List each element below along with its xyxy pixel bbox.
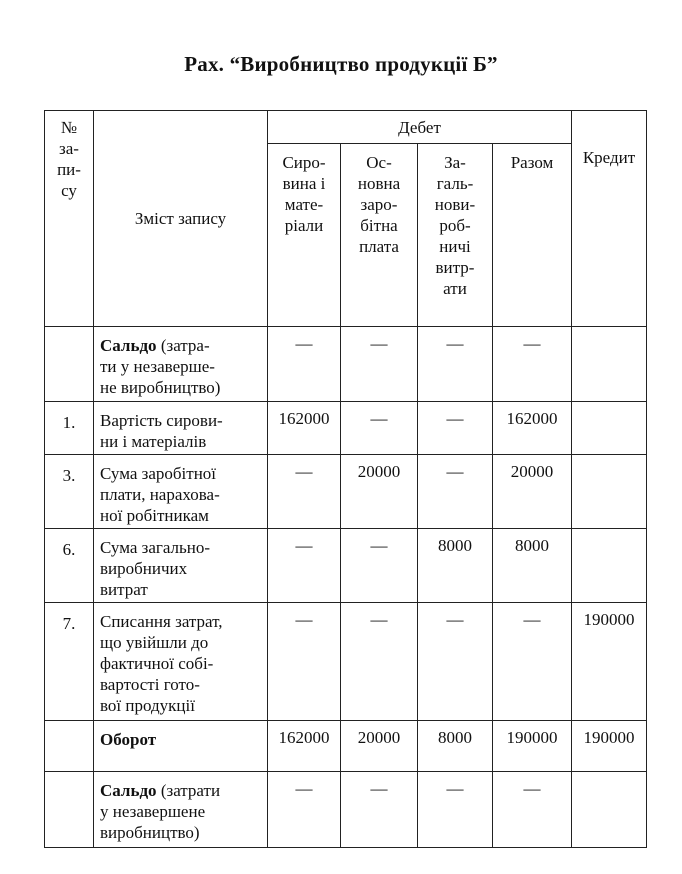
entry-content-line: плати, нарахова-	[100, 485, 220, 504]
overhead-cell: —	[418, 327, 493, 402]
ledger-table	[44, 110, 647, 848]
table-row	[45, 603, 647, 721]
table-row	[45, 402, 647, 455]
raw-cell: 162000	[268, 402, 341, 455]
entry-content-cell	[94, 327, 268, 402]
wages-cell: —	[341, 327, 418, 402]
total-cell: 190000	[493, 721, 572, 772]
credit-cell: 190000	[572, 603, 647, 721]
overhead-cell: 8000	[418, 529, 493, 603]
entry-content-line: виробничих	[100, 559, 188, 578]
header-raw-materials: Сиро- вина і мате- ріали	[268, 144, 341, 327]
wages-cell: 20000	[341, 455, 418, 529]
entry-no-cell	[45, 721, 94, 772]
raw-cell: —	[268, 327, 341, 402]
wages-cell: —	[341, 402, 418, 455]
overhead-cell: —	[418, 402, 493, 455]
wages-cell: —	[341, 529, 418, 603]
entry-content-line: у незавершене	[100, 802, 206, 821]
entry-content-line: не виробництво)	[100, 378, 221, 397]
wages-cell: —	[341, 772, 418, 848]
entry-content-line: вартості гото-	[100, 675, 200, 694]
entry-content-cell	[94, 603, 268, 721]
total-cell: 20000	[493, 455, 572, 529]
raw-cell: —	[268, 603, 341, 721]
total-cell: —	[493, 772, 572, 848]
entry-content-line: витрат	[100, 580, 148, 599]
entry-no-cell: 6.	[45, 529, 94, 603]
document-title: Рах. “Виробництво продукції Б”	[184, 52, 498, 76]
overhead-cell: —	[418, 772, 493, 848]
overhead-cell: —	[418, 603, 493, 721]
entry-no-cell: 1.	[45, 402, 94, 455]
header-entry-no: № за- пи- су	[45, 111, 94, 327]
entry-content-bold: Сальдо	[100, 336, 157, 355]
raw-cell: 162000	[268, 721, 341, 772]
credit-cell	[572, 455, 647, 529]
header-basic-wages: Ос- новна заро- бітна плата	[341, 144, 418, 327]
header-entry-content: Зміст запису	[94, 111, 268, 327]
entry-content-line: ни і матеріалів	[100, 432, 207, 451]
entry-content-line: Вартість сирови-	[100, 411, 223, 430]
entry-content-line: що увійшли до	[100, 633, 209, 652]
overhead-cell: 8000	[418, 721, 493, 772]
entry-content-line: виробництво)	[100, 823, 200, 842]
credit-cell	[572, 772, 647, 848]
raw-cell: —	[268, 772, 341, 848]
entry-no-cell: 7.	[45, 603, 94, 721]
table-row	[45, 455, 647, 529]
entry-content-line: Списання затрат,	[100, 612, 223, 631]
entry-content-line	[100, 335, 263, 356]
table-row	[45, 529, 647, 603]
overhead-cell: —	[418, 455, 493, 529]
table-row	[45, 772, 647, 848]
entry-content-line: ної робітникам	[100, 506, 209, 525]
entry-content-cell	[94, 402, 268, 455]
entry-content-line	[100, 729, 263, 750]
wages-cell: —	[341, 603, 418, 721]
raw-cell: —	[268, 529, 341, 603]
entry-content-cell	[94, 529, 268, 603]
total-cell: —	[493, 327, 572, 402]
entry-content-line: Сума заробітної	[100, 464, 217, 483]
credit-cell	[572, 529, 647, 603]
entry-content-bold: Оборот	[100, 730, 157, 749]
entry-content-bold: Сальдо	[100, 781, 157, 800]
wages-cell: 20000	[341, 721, 418, 772]
total-cell: —	[493, 603, 572, 721]
credit-cell: 190000	[572, 721, 647, 772]
entry-content-rest: (затрати	[156, 781, 221, 800]
header-debet: Дебет	[268, 111, 572, 144]
entry-content-rest: (затра-	[156, 336, 210, 355]
entry-content-line: вої продукції	[100, 696, 195, 715]
total-cell: 8000	[493, 529, 572, 603]
entry-content-cell	[94, 772, 268, 848]
entry-content-cell	[94, 721, 268, 772]
entry-content-line: Сума загально-	[100, 538, 211, 557]
entry-content-line	[100, 780, 263, 801]
entry-content-cell	[94, 455, 268, 529]
entry-content-line: фактичної собі-	[100, 654, 214, 673]
header-overhead: За- галь- нови- роб- ничі витр- ати	[418, 144, 493, 327]
entry-no-cell	[45, 327, 94, 402]
entry-content-line: ти у незаверше-	[100, 357, 215, 376]
table-row	[45, 327, 647, 402]
credit-cell	[572, 327, 647, 402]
header-credit: Кредит	[572, 111, 647, 327]
table-row	[45, 721, 647, 772]
total-cell: 162000	[493, 402, 572, 455]
entry-no-cell	[45, 772, 94, 848]
entry-no-cell: 3.	[45, 455, 94, 529]
raw-cell: —	[268, 455, 341, 529]
header-total: Разом	[493, 144, 572, 327]
credit-cell	[572, 402, 647, 455]
